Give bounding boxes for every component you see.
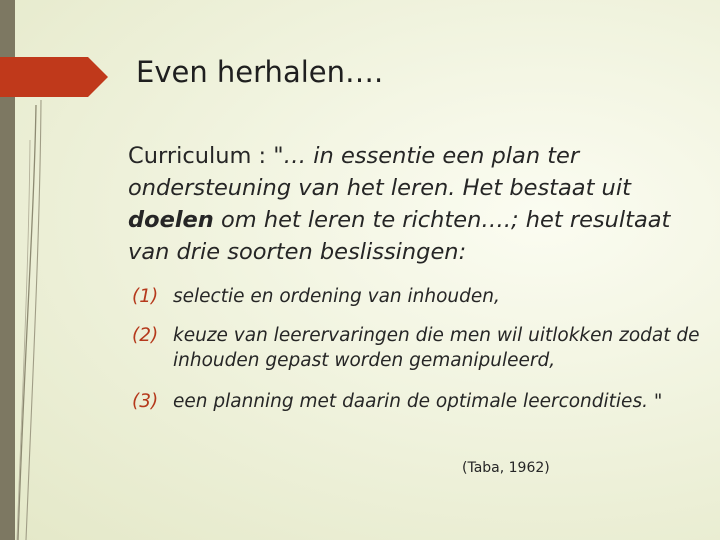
quote-prefix: Curriculum : " — [128, 143, 284, 169]
list-item-number: (1) — [132, 286, 159, 307]
quote-paragraph — [128, 140, 688, 268]
list-item — [132, 389, 702, 414]
list-item-number: (3) — [132, 391, 159, 412]
list-item-text: selectie en ordening van inhouden, — [173, 286, 500, 307]
title-arrow-icon — [0, 57, 108, 97]
slide-title: Even herhalen…. — [136, 55, 384, 89]
list-item-number: (2) — [132, 325, 159, 346]
list-item-text: een planning met daarin de optimale leercondities. " — [173, 391, 663, 412]
quote-bold-word: doelen — [128, 207, 214, 233]
decision-list — [132, 284, 702, 414]
list-item — [132, 284, 702, 309]
quote-italic-part-1: … in essentie een plan ter ondersteuning van het leren. Het bestaat uit — [128, 143, 631, 201]
list-item-text: keuze van leerervaringen die men wil uitlokken zodat de inhouden gepast worden gemanipuleerd, — [173, 325, 700, 371]
list-item — [132, 323, 702, 373]
quote-italic-part-2: om het leren te richten….; het resultaat van drie soorten beslissingen: — [128, 207, 671, 265]
citation: (Taba, 1962) — [462, 460, 550, 476]
